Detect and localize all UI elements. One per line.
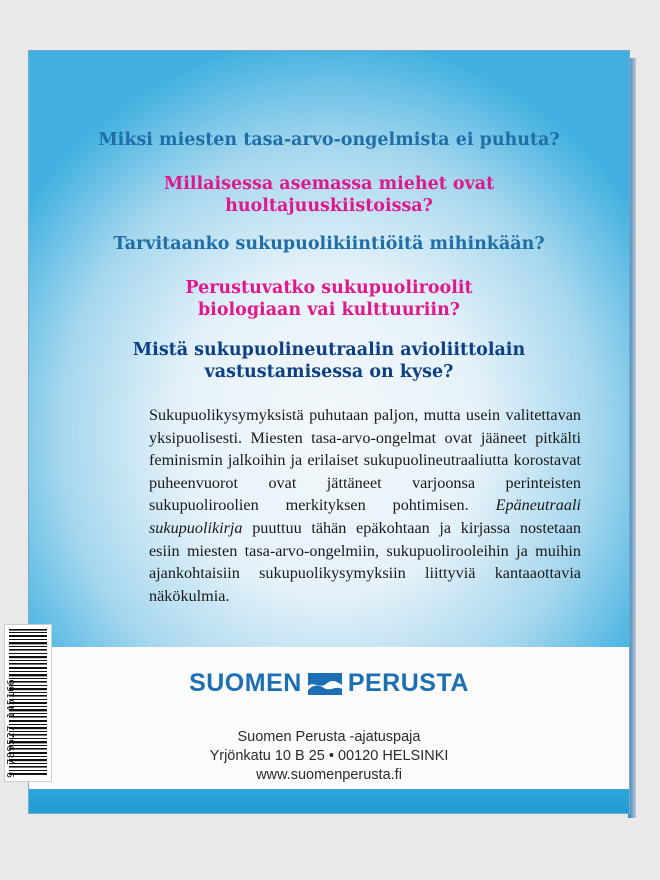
flag-wave-icon <box>308 673 342 695</box>
question-3-line-1: Tarvitaanko sukupuolikiintiöitä mihinkään? <box>113 234 545 254</box>
question-2 <box>29 173 629 217</box>
question-1-line-1: Miksi miesten tasa-arvo-ongelmista ei puhuta? <box>98 130 560 150</box>
question-2-line-2: huoltajuuskiistoissa? <box>225 196 433 216</box>
blurb-text-end: puuttuu tähän epäkohtaan ja kirjassa nostetaan esiin miesten tasa-arvo-ongelmiin, sukupuolirooleihin ja muihin ajankohtaisiin sukupuolikysymyksiin liittyviä kantaaottavia näkökulmia. <box>149 518 581 605</box>
logo-word-suomen: SUOMEN <box>189 669 302 697</box>
question-1 <box>29 129 629 151</box>
logo-word-perusta: PERUSTA <box>347 669 469 697</box>
isbn-digits: 9 789527 145166 <box>6 678 17 778</box>
book-back-cover <box>28 50 630 814</box>
question-4-line-1: Perustuvatko sukupuoliroolit <box>185 278 473 298</box>
question-4-line-2: biologiaan vai kulttuuriin? <box>197 300 461 320</box>
blurb-text-start: Sukupuolikysymyksistä puhutaan paljon, mutta usein valitettavan yksipuolisesti. Miesten tasa-arvo-ongelmat ovat jääneet pitkälti feminismin jalkoihin ja erilaiset sukupuolineutraaliutta korostavat puheenvuorot ovat jättäneet varjoonsa perinteisten sukupuoliroolien merkityksen pohtimisen. <box>149 406 581 515</box>
bottom-color-strip <box>29 789 629 814</box>
question-3 <box>29 233 629 255</box>
question-5-line-1: Mistä sukupuolineutraalin avioliittolain <box>132 340 526 360</box>
blurb-paragraph <box>149 404 581 607</box>
question-2-line-1: Millaisessa asemassa miehet ovat <box>163 174 495 194</box>
question-5-line-2: vastustamisessa on kyse? <box>204 362 454 382</box>
publisher-website: www.suomenperusta.fi <box>256 767 402 783</box>
publisher-logo <box>29 669 629 698</box>
publisher-name: Suomen Perusta -ajatuspaja <box>237 729 421 745</box>
question-4 <box>29 277 629 321</box>
question-5 <box>29 339 629 383</box>
publisher-address: Yrjönkatu 10 B 25 • 00120 HELSINKI <box>209 748 449 764</box>
blurb-book-title: Epäneutraali sukupuolikirja <box>149 496 581 537</box>
